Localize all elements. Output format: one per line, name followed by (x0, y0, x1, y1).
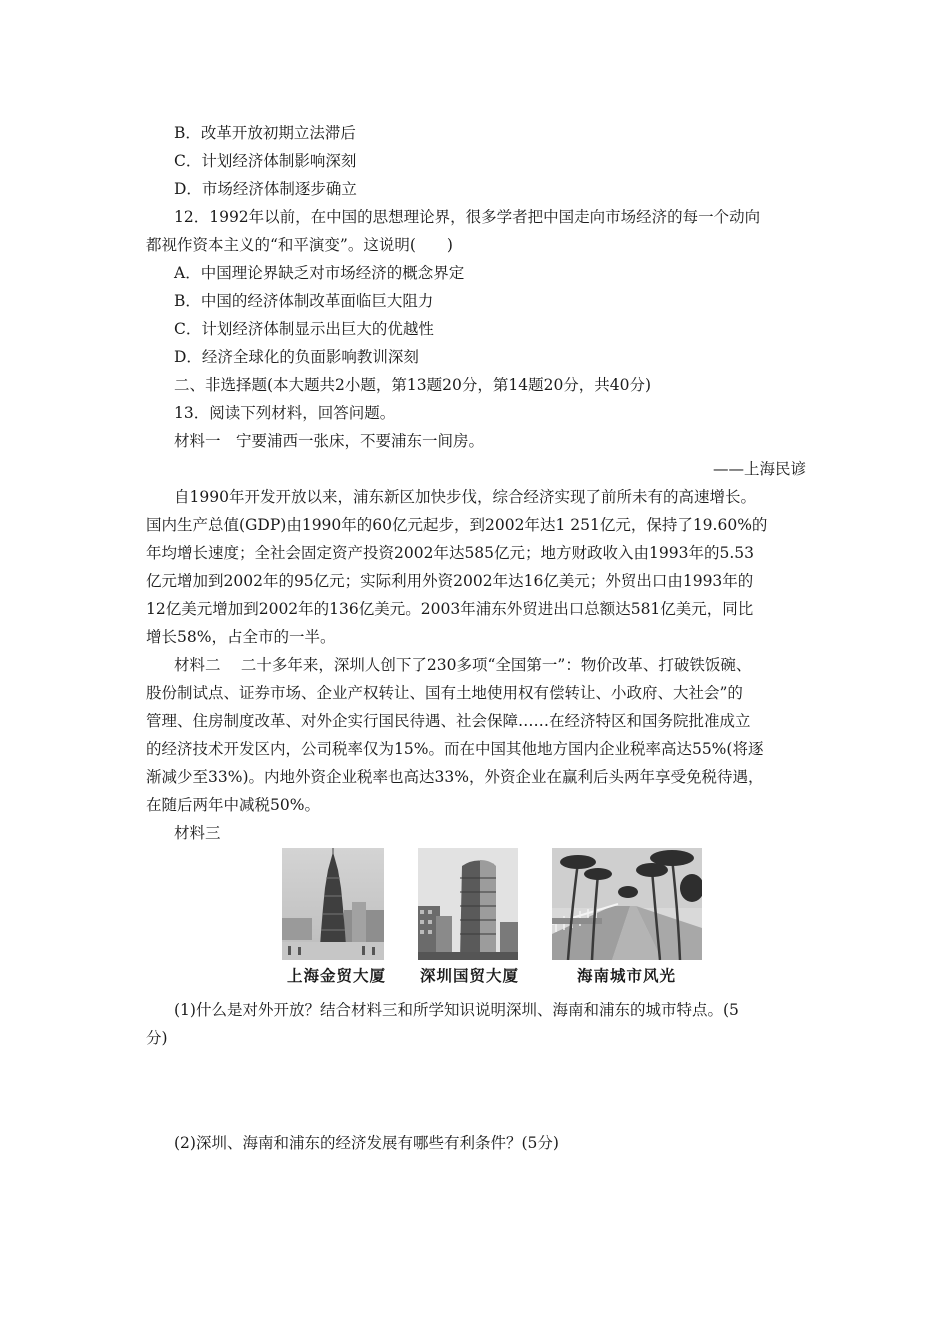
material-2-paragraph-line: 管理、住房制度改革、对外企实行国民待遇、社会保障……在经济特区和国务院批准成立 (146, 712, 751, 730)
q12-stem-line-1: 12．1992年以前，在中国的思想理论界，很多学者把中国走向市场经济的每一个动向 (174, 208, 761, 226)
material-1-paragraph-line: 亿元增加到2002年的95亿元；实际利用外资2002年达16亿美元；外贸出口由1993年的 (146, 572, 754, 590)
material-2-paragraph-line: 渐减少至33%)。内地外资企业税率也高达33%，外资企业在赢利后头两年享受免税待遇， (146, 768, 764, 786)
photo-caption-shenzhen: 深圳国贸大厦 (420, 967, 520, 985)
q12-option-a: A．中国理论界缺乏对市场经济的概念界定 (174, 264, 465, 282)
q12-option-d: D．经济全球化的负面影响教训深刻 (174, 348, 419, 366)
photo-caption-hainan: 海南城市风光 (577, 967, 677, 985)
material-1-paragraph-line: 年均增长速度；全社会固定资产投资2002年达585亿元；地方财政收入由1993年的5.53 (146, 544, 754, 562)
photo-shenzhen-guomao-tower (418, 848, 518, 960)
material-1-paragraph-line: 自1990年开发开放以来，浦东新区加快步伐，综合经济实现了前所未有的高速增长。 (174, 488, 756, 506)
q12-stem-line-2: 都视作资本主义的“和平演变”。这说明( ) (146, 236, 453, 254)
q13-stem: 13．阅读下列材料，回答问题。 (174, 404, 396, 422)
q13-subquestion-1-line: (1)什么是对外开放？结合材料三和所学知识说明深圳、海南和浦东的城市特点。(5 (174, 1001, 739, 1019)
material-2-paragraph-line: 材料二 二十多年来，深圳人创下了230多项“全国第一”：物价改革、打破铁饭碗、 (174, 656, 752, 674)
material-1-paragraph-line: 国内生产总值(GDP)由1990年的60亿元起步，到2002年达1 251亿元，保持了19.60%的 (146, 516, 768, 534)
material-2-paragraph-line: 股份制试点、证券市场、企业产权转让、国有土地使用权有偿转让、小政府、大社会”的 (146, 684, 743, 702)
material-3-heading: 材料三 (174, 824, 221, 842)
section-heading: 二、非选择题(本大题共2小题，第13题20分，第14题20分，共40分) (174, 376, 652, 394)
material-1-paragraph-line: 增长58%，占全市的一半。 (146, 628, 336, 646)
material-2-paragraph-line: 在随后两年中减税50%。 (146, 796, 320, 814)
q11-option-d: D．市场经济体制逐步确立 (174, 180, 357, 198)
photo-hainan-city-scenery (552, 848, 702, 960)
q12-option-b: B．中国的经济体制改革面临巨大阻力 (174, 292, 434, 310)
q12-option-c: C．计划经济体制显示出巨大的优越性 (174, 320, 434, 338)
material-1-heading: 材料一 宁要浦西一张床，不要浦东一间房。 (174, 432, 485, 450)
material-2-paragraph-line: 的经济技术开发区内，公司税率仅为15%。而在中国其他地方国内企业税率高达55%(将逐 (146, 740, 764, 758)
q11-option-c: C．计划经济体制影响深刻 (174, 152, 357, 170)
photo-caption-shanghai: 上海金贸大厦 (287, 967, 387, 985)
photo-shanghai-jinmao-tower (282, 848, 384, 960)
q13-subquestion-2: (2)深圳、海南和浦东的经济发展有哪些有利条件？(5分) (174, 1134, 559, 1152)
material-1-paragraph-line: 12亿美元增加到2002年的136亿美元。2003年浦东外贸进出口总额达581亿美元，同比 (146, 600, 754, 618)
q13-subquestion-1-line: 分) (146, 1029, 168, 1047)
q11-option-b: B．改革开放初期立法滞后 (174, 124, 356, 142)
material-1-source: ——上海民谚 (712, 460, 806, 478)
